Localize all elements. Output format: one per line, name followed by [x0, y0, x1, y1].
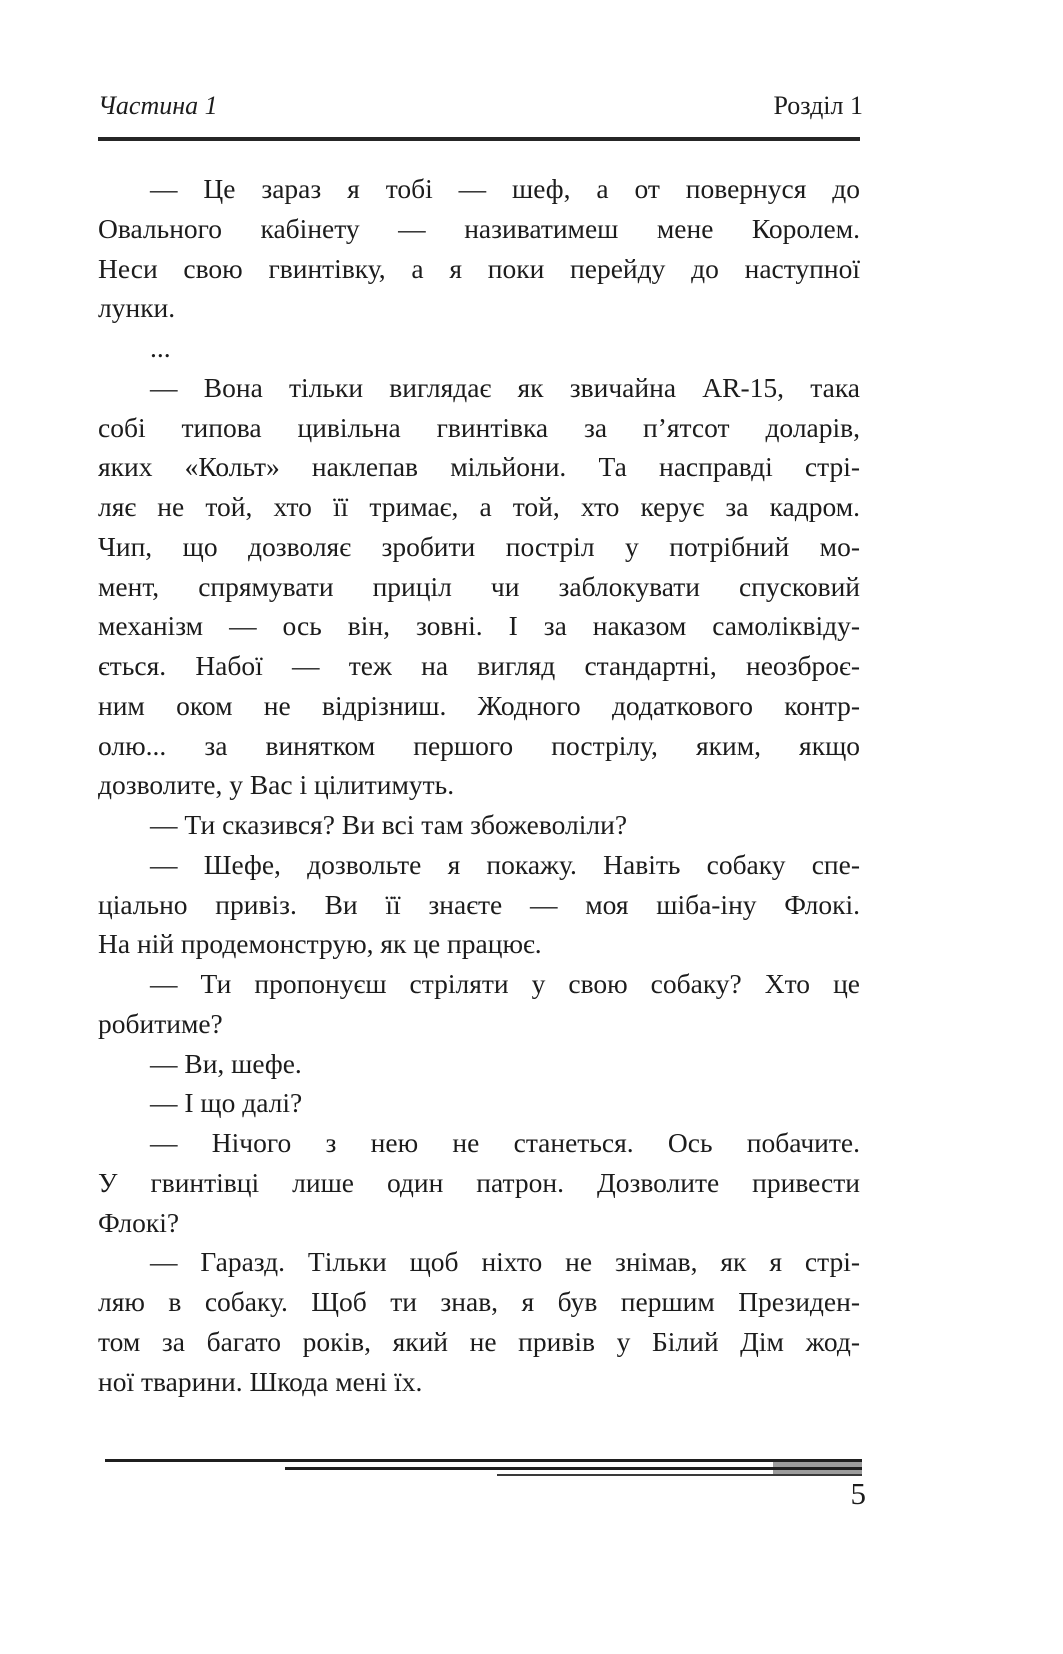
footer-ornament — [105, 1457, 862, 1479]
text-line: мент, спрямувати приціл чи заблокувати спусковий — [98, 570, 860, 602]
text-line: лунки. — [98, 292, 176, 324]
text-line: — Нічого з нею не станеться. Ось побачите. — [150, 1127, 860, 1158]
text-line: ляє не той, хто її тримає, а той, хто керує за кадром. — [98, 491, 860, 522]
text-line: робитиме? — [98, 1007, 223, 1039]
text-line: дозволите, у Вас і цілитимуть. — [98, 769, 455, 801]
text-line: Флокі? — [98, 1206, 180, 1238]
text-line: механізм — ось він, зовні. І за наказом самоліквіду- — [98, 610, 860, 642]
text-line: том за багато років, який не привів у Білий Дім жод- — [98, 1325, 860, 1357]
text-line: — Це зараз я тобі — шеф, а от повернуся до — [150, 173, 860, 204]
footer-rule-bottom — [497, 1474, 862, 1477]
text-line: ціально привіз. Ви її знаєте — моя шіба-іну Флокі. — [98, 888, 860, 920]
text-line: — Ти пропонуєш стріляти у свою собаку? Хто це — [150, 968, 860, 999]
text-line: олю... за винятком першого пострілу, яким, якщо — [98, 729, 860, 761]
text-line: Чип, що дозволяє зробити постріл у потрібний мо- — [98, 530, 860, 562]
text-line: — Ти сказився? Ви всі там збожеволіли? — [150, 809, 628, 840]
text-line: — І що далі? — [150, 1087, 303, 1119]
text-line: На ній продемонструю, як це працює. — [98, 928, 542, 960]
text-line: яких «Кольт» наклепав мільйони. Та насправді стрі- — [98, 451, 860, 483]
running-head — [98, 90, 863, 122]
text-line: собі типова цивільна гвинтівка за п’ятсот доларів, — [98, 411, 860, 443]
header-rule — [98, 137, 860, 141]
text-line: ляю в собаку. Щоб ти знав, я був першим Президен- — [98, 1286, 860, 1317]
page-number: 5 — [850, 1476, 866, 1511]
body-text — [98, 169, 860, 1401]
text-line: ним оком не відрізниш. Жодного додаткового контр- — [98, 689, 860, 721]
running-head-part: Частина 1 — [98, 91, 218, 120]
footer-rule-top — [105, 1459, 862, 1462]
footer-rule-middle — [285, 1467, 862, 1470]
text-line: У гвинтівці лише один патрон. Дозволите привести — [98, 1166, 860, 1198]
text-line: ної тварини. Шкода мені їх. — [98, 1365, 423, 1397]
text-line: — Шефе, дозвольте я покажу. Навіть собаку спе- — [150, 848, 860, 880]
text-line: — Ви, шефе. — [150, 1047, 302, 1079]
text-line: — Гаразд. Тільки щоб ніхто не знімав, як я стрі- — [150, 1246, 860, 1278]
text-line: — Вона тільки виглядає як звичайна AR-15, така — [150, 371, 860, 403]
text-line: ється. Набої — теж на вигляд стандартні, неозброє- — [98, 650, 860, 681]
text-line: Неси свою гвинтівку, а я поки перейду до наступної — [98, 252, 860, 284]
text-line: Овального кабінету — називатимеш мене Королем. — [98, 212, 860, 244]
text-line: ... — [150, 332, 171, 363]
running-head-chapter: Розділ 1 — [773, 91, 863, 120]
